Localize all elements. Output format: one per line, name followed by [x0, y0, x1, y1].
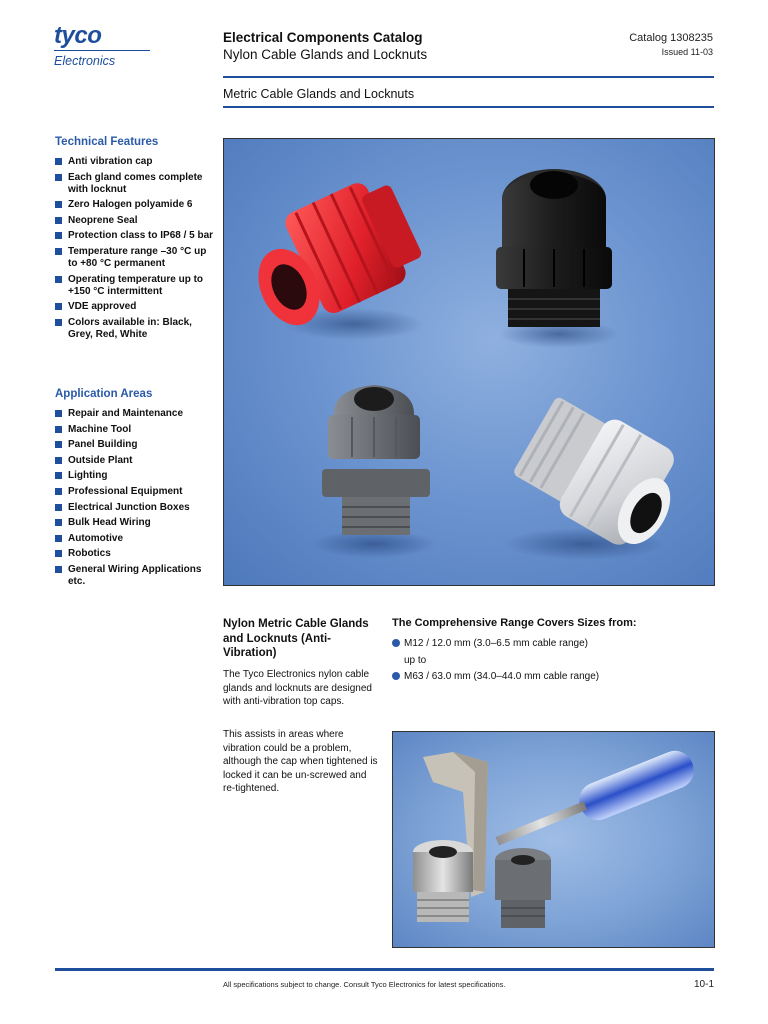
bullet-square-icon — [55, 217, 62, 224]
bullet-square-icon — [55, 566, 62, 573]
application-item: Professional Equipment — [55, 486, 215, 498]
bullet-square-icon — [55, 232, 62, 239]
bullet-square-icon — [55, 472, 62, 479]
application-item: Bulk Head Wiring — [55, 517, 215, 529]
range-title: The Comprehensive Range Covers Sizes from: — [392, 617, 637, 629]
product-description-2: This assists in areas where vibration could be a problem, although the cap when tightened is locked it can be un-screwed and re-tightened. — [223, 729, 378, 794]
catalog-title: Electrical Components Catalog — [223, 30, 423, 45]
catalog-subtitle: Nylon Cable Glands and Locknuts — [223, 47, 428, 62]
bullet-dot-icon — [392, 639, 400, 647]
feature-item: Temperature range –30 °C up to +80 °C permanent — [55, 246, 215, 270]
header-rule — [223, 76, 714, 78]
bullet-square-icon — [55, 488, 62, 495]
logo-subtitle: Electronics — [54, 54, 116, 68]
feature-item: Anti vibration cap — [55, 156, 215, 168]
application-item: General Wiring Applications etc. — [55, 564, 215, 588]
red-gland — [247, 170, 430, 340]
feature-item: VDE approved — [55, 301, 215, 313]
issued-date: Issued 11-03 — [661, 47, 713, 57]
range-item-max: M63 / 63.0 mm (34.0–44.0 mm cable range) — [392, 671, 599, 682]
feature-item: Colors available in: Black, Grey, Red, White — [55, 317, 215, 341]
application-item: Machine Tool — [55, 424, 215, 436]
screwdriver-tool-illustration — [393, 732, 715, 948]
bullet-square-icon — [55, 174, 62, 181]
bullet-square-icon — [55, 201, 62, 208]
screwdriver-tool-photo — [392, 731, 715, 948]
bullet-square-icon — [55, 303, 62, 310]
application-item: Electrical Junction Boxes — [55, 502, 215, 514]
range-up-to: up to — [404, 655, 427, 666]
application-areas-list — [55, 408, 215, 592]
bullet-square-icon — [55, 426, 62, 433]
tyco-electronics-logo — [54, 24, 154, 68]
logo-wordmark: tyco — [54, 22, 102, 49]
application-item: Lighting — [55, 470, 215, 482]
grey-gland — [312, 385, 436, 558]
bullet-square-icon — [55, 276, 62, 283]
feature-item: Zero Halogen polyamide 6 — [55, 199, 215, 211]
bullet-square-icon — [55, 319, 62, 326]
bullet-square-icon — [55, 457, 62, 464]
application-item: Repair and Maintenance — [55, 408, 215, 420]
bullet-square-icon — [55, 504, 62, 511]
application-item: Automotive — [55, 533, 215, 545]
technical-features-heading: Technical Features — [55, 136, 159, 148]
cable-glands-photo — [223, 138, 715, 586]
white-gland — [504, 387, 681, 560]
catalog-number: Catalog 1308235 — [629, 32, 713, 44]
product-description-1: The Tyco Electronics nylon cable glands and locknuts are designed with anti-vibration top caps. — [223, 669, 372, 707]
metal-gland — [413, 840, 473, 922]
feature-item: Protection class to IP68 / 5 bar — [55, 230, 215, 242]
product-title: Nylon Metric Cable Glands and Locknuts (Anti-Vibration) — [223, 618, 369, 659]
bullet-square-icon — [55, 158, 62, 165]
cable-glands-illustration — [224, 139, 715, 586]
application-item: Panel Building — [55, 439, 215, 451]
bullet-square-icon — [55, 535, 62, 542]
logo-divider — [54, 50, 150, 51]
technical-features-list — [55, 156, 215, 344]
bullet-square-icon — [55, 248, 62, 255]
bullet-dot-icon — [392, 672, 400, 680]
application-item: Robotics — [55, 548, 215, 560]
bullet-square-icon — [55, 441, 62, 448]
footer-rule — [55, 968, 714, 971]
screwdriver — [490, 745, 699, 859]
small-grey-gland — [495, 848, 551, 928]
footer-disclaimer: All specifications subject to change. Consult Tyco Electronics for latest specifications. — [223, 980, 506, 989]
section-rule — [223, 106, 714, 108]
range-item-min: M12 / 12.0 mm (3.0–6.5 mm cable range) — [392, 638, 588, 649]
feature-item: Each gland comes complete with locknut — [55, 172, 215, 196]
feature-item: Neoprene Seal — [55, 215, 215, 227]
application-areas-heading: Application Areas — [55, 388, 153, 400]
black-gland — [496, 169, 619, 348]
bullet-square-icon — [55, 519, 62, 526]
page-number: 10-1 — [693, 979, 714, 990]
section-title: Metric Cable Glands and Locknuts — [223, 87, 415, 101]
bullet-square-icon — [55, 410, 62, 417]
bullet-square-icon — [55, 550, 62, 557]
application-item: Outside Plant — [55, 455, 215, 467]
feature-item: Operating temperature up to +150 °C intermittent — [55, 274, 215, 298]
